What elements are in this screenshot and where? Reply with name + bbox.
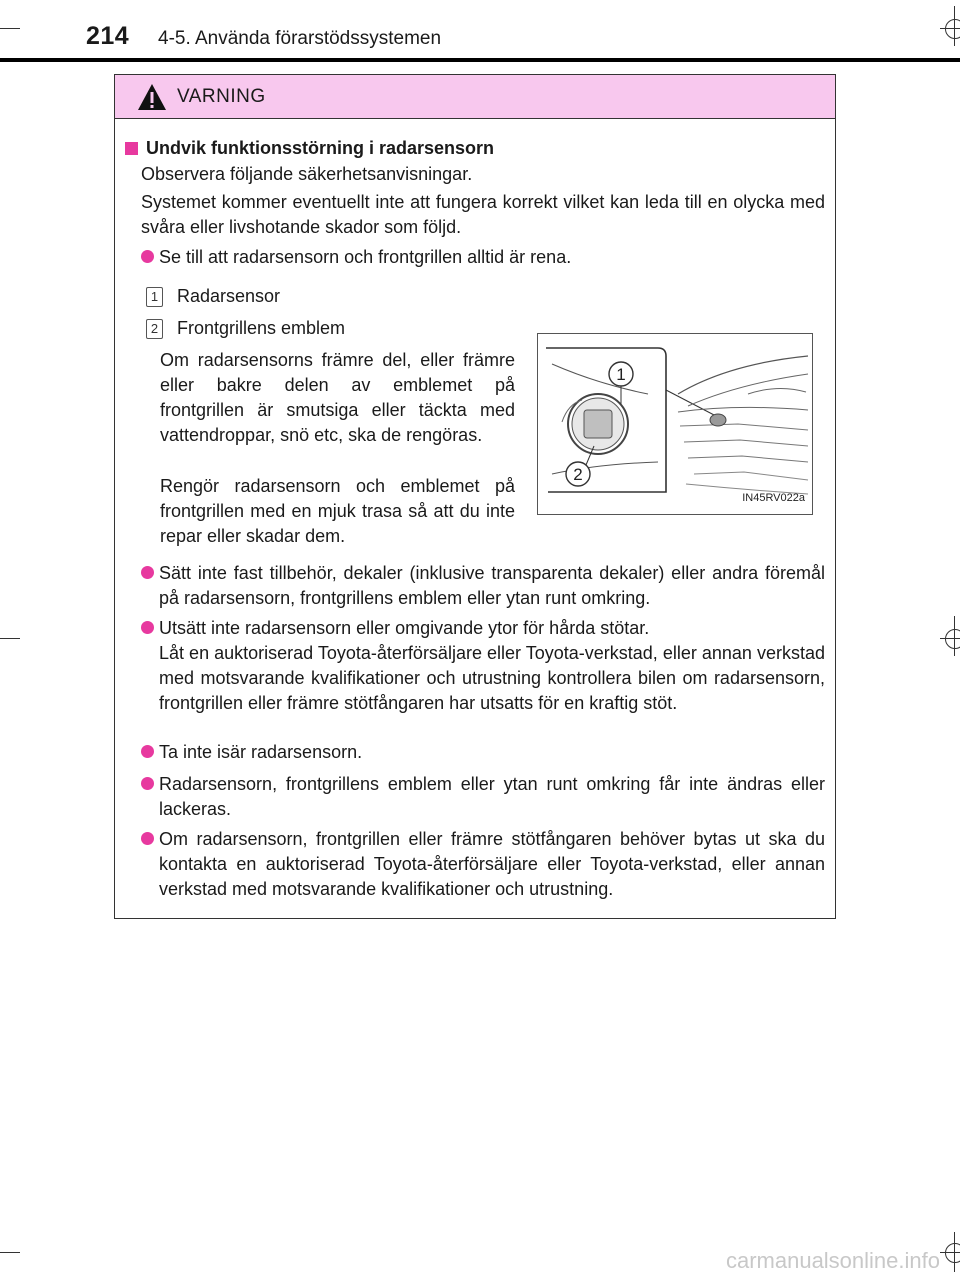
bullet-item bbox=[141, 772, 825, 822]
callout-item-2 bbox=[146, 316, 345, 341]
round-bullet-icon bbox=[141, 832, 154, 845]
bullet-text: Ta inte isär radarsensorn. bbox=[159, 742, 363, 762]
round-bullet-icon bbox=[141, 250, 154, 263]
header-rule bbox=[0, 58, 960, 62]
callout-label-2: Frontgrillens emblem bbox=[177, 318, 346, 338]
bullet-item bbox=[141, 561, 825, 611]
bullet-text: Radarsensorn, frontgrillens emblem eller ytan runt omkring får inte ändras eller lackeras. bbox=[159, 774, 825, 819]
watermark-text: carmanualsonline.info bbox=[725, 1248, 940, 1273]
warning-header bbox=[115, 75, 835, 119]
callout-label-1: Radarsensor bbox=[177, 286, 281, 306]
figure-marker-2: 2 bbox=[573, 465, 583, 484]
warning-box bbox=[114, 74, 836, 919]
bullet-item bbox=[141, 616, 825, 716]
callout-item-1 bbox=[146, 284, 280, 309]
sub-paragraph-1: Om radarsensorns främre del, eller främre eller bakre delen av emblemet på frontgrillen är smutsiga eller täckta med vattendroppar, snö etc, ska de rengöras. bbox=[160, 350, 515, 445]
round-bullet-icon bbox=[141, 621, 154, 634]
watermark bbox=[726, 1248, 940, 1274]
callout-number-1: 1 bbox=[146, 287, 163, 307]
radar-sensor-figure bbox=[537, 333, 813, 515]
warning-label: VARNING bbox=[177, 85, 266, 107]
figure-code: IN45RV022a bbox=[742, 492, 805, 504]
round-bullet-icon bbox=[141, 745, 154, 758]
round-bullet-icon bbox=[141, 566, 154, 579]
warning-heading-text: Undvik funktionsstörning i radarsensorn bbox=[146, 138, 495, 158]
round-bullet-icon bbox=[141, 777, 154, 790]
warning-triangle-icon bbox=[137, 83, 167, 111]
bullet-item bbox=[141, 827, 825, 902]
bullet-text: Om radarsensorn, frontgrillen eller främre stötfångaren behöver bytas ut ska du kontakta en auktoriserad Toyota-återförsäljare eller Toyota-verkstad, eller annan verkstad med motsvarande kvalifikationer och utrustning. bbox=[159, 829, 825, 899]
bullet-text-continued: Låt en auktoriserad Toyota-återförsäljare eller Toyota-verkstad, eller annan verkstad med motsvarande kvalifikationer och utrustning kontrollera bilen om radarsensorn, frontgrillen eller främre stötfångaren har utsatts för en kraftig stöt. bbox=[159, 643, 825, 713]
bullet-text: Sätt inte fast tillbehör, dekaler (inklusive transparenta dekaler) eller andra föremål på radarsensorn, frontgrillens emblem eller ytan runt omkring. bbox=[159, 563, 825, 608]
page-number: 214 bbox=[86, 22, 130, 50]
intro-text: Observera följande säkerhetsanvisningar. bbox=[141, 164, 473, 184]
bullet-text: Se till att radarsensorn och frontgrillen alltid är rena. bbox=[159, 247, 572, 267]
bullet-item bbox=[141, 245, 825, 270]
callout-number-2: 2 bbox=[146, 319, 163, 339]
warning-heading bbox=[125, 136, 494, 161]
bullet-item bbox=[141, 740, 825, 765]
bullet-text: Utsätt inte radarsensorn eller omgivande ytor för hårda stötar. bbox=[159, 618, 650, 638]
intro-text-2: Systemet kommer eventuellt inte att fungera korrekt vilket kan leda till en olycka med svåra eller livshotande skador som följd. bbox=[141, 192, 825, 237]
figure-marker-1: 1 bbox=[616, 365, 626, 384]
sub-paragraph-2: Rengör radarsensorn och emblemet på frontgrillen med en mjuk trasa så att du inte repar eller skadar dem. bbox=[160, 476, 515, 546]
warning-content bbox=[115, 119, 835, 918]
section-title: 4-5. Använda förarstödssystemen bbox=[158, 28, 442, 49]
square-bullet-icon bbox=[125, 142, 138, 155]
